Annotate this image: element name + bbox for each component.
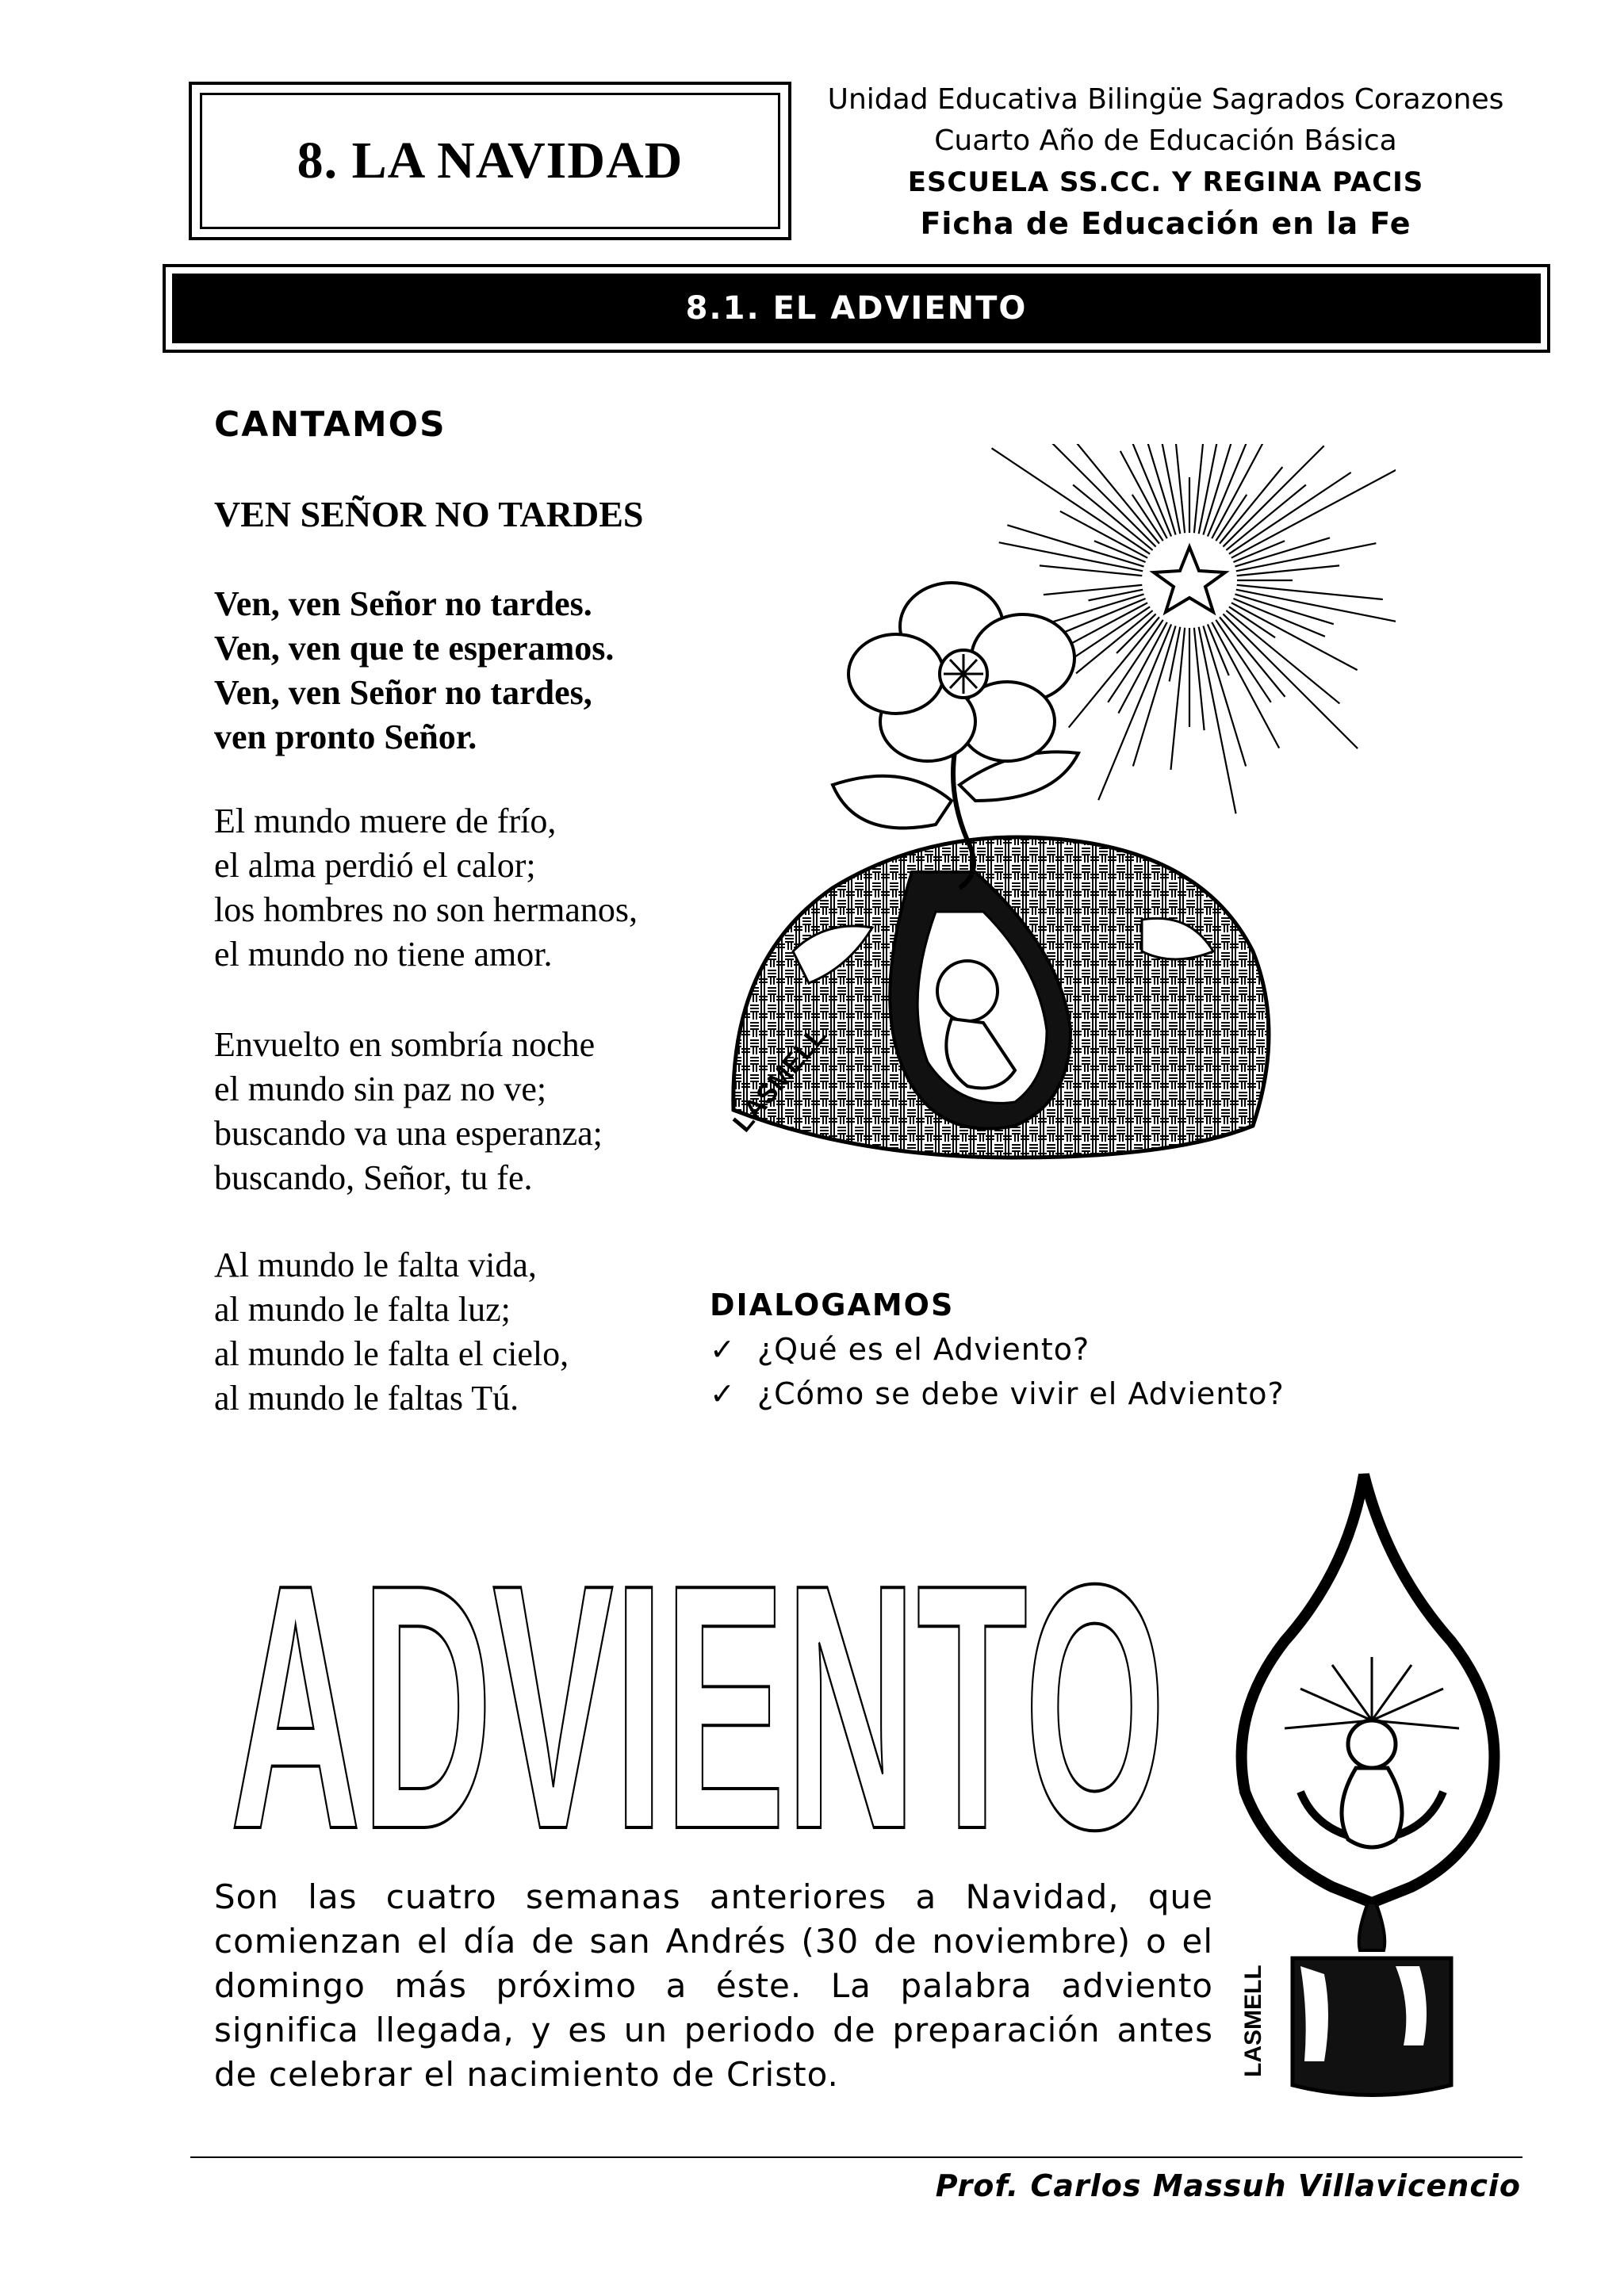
question-text: ¿Cómo se debe vivir el Adviento? (757, 1376, 1285, 1411)
song-line: Al mundo le falta vida, (214, 1246, 537, 1284)
star-ray (1098, 624, 1171, 800)
song-line: Ven, ven que te esperamos. (214, 629, 615, 668)
song-line: los hombres no son hermanos, (214, 890, 638, 929)
song-line: Ven, ven Señor no tardes, (214, 673, 592, 712)
song-line: buscando, Señor, tu fe. (214, 1158, 533, 1197)
song-line: buscando va una esperanza; (214, 1114, 603, 1153)
song-verse-1 (214, 799, 638, 977)
star-ray (1226, 610, 1339, 703)
star-ray (992, 448, 1151, 553)
star-ray (1069, 617, 1159, 727)
title-box (189, 82, 791, 240)
leaf-icon (833, 776, 952, 828)
illustrator-signature: LASMELL (727, 1020, 833, 1138)
star-icon (1154, 547, 1225, 612)
dialog-question (710, 1376, 1285, 1411)
song-verse-3 (214, 1243, 569, 1421)
song-line: el alma perdió el calor; (214, 846, 536, 885)
song-heading: CANTAMOS (214, 404, 446, 445)
big-word: ADVIENTO (230, 1513, 1166, 1847)
star-ray (1098, 444, 1171, 537)
school-info (825, 79, 1507, 244)
star-ray (1088, 590, 1143, 601)
star-ray (1151, 444, 1180, 534)
dialog-heading: DIALOGAMOS (710, 1288, 955, 1322)
song-chorus (214, 582, 614, 760)
song-verse-2 (214, 1023, 603, 1200)
song-line: el mundo no tiene amor. (214, 935, 553, 974)
check-icon: ✓ (710, 1376, 736, 1411)
song-line: al mundo le falta el cielo, (214, 1334, 569, 1373)
worksheet-type: Ficha de Educación en la Fe (920, 206, 1411, 241)
star-ray (1216, 620, 1270, 702)
illustrator-signature: LASMELL (1240, 1965, 1266, 2077)
star-ray (1170, 627, 1181, 682)
star-ray (1116, 614, 1155, 652)
song-title: VEN SEÑOR NO TARDES (214, 494, 644, 534)
candle-flame-illustration (1213, 1459, 1530, 2109)
star-ray (1166, 444, 1185, 533)
star-ray (1236, 543, 1377, 571)
flame-rays (1285, 1657, 1459, 1728)
question-text: ¿Qué es el Adviento? (757, 1332, 1090, 1367)
star-ray (1170, 628, 1185, 770)
song-line: el mundo sin paz no ve; (214, 1070, 547, 1108)
star-ray (1237, 585, 1383, 599)
page-title: 8. LA NAVIDAD (297, 132, 684, 189)
section-title: 8.1. EL ADVIENTO (685, 290, 1028, 327)
star-ray (1069, 444, 1159, 544)
star-ray (1236, 590, 1396, 627)
section-header (163, 264, 1550, 353)
star-flower-globe-illustration (698, 444, 1396, 1237)
check-icon: ✓ (710, 1332, 736, 1367)
song-line: al mundo le falta luz; (214, 1290, 511, 1329)
star-ray (999, 542, 1143, 571)
school-name: Unidad Educativa Bilingüe Sagrados Corazones (827, 83, 1504, 116)
song-line: Envuelto en sombría noche (214, 1025, 596, 1064)
school-subtitle: ESCUELA SS.CC. Y REGINA PACIS (907, 166, 1424, 198)
song-line: El mundo muere de frío, (214, 802, 557, 840)
footer-author: Prof. Carlos Massuh Villavicencio (935, 2168, 1521, 2203)
star-ray (1229, 473, 1351, 554)
adviento-outline-title (214, 1475, 1182, 1847)
song-line: Ven, ven Señor no tardes. (214, 584, 592, 623)
dialog-question (710, 1332, 1090, 1367)
school-grade: Cuarto Año de Educación Básica (934, 124, 1397, 157)
title-box-inner (200, 93, 780, 229)
section-header-fill (172, 274, 1541, 343)
star-ray (1108, 620, 1162, 702)
footer-divider (190, 2156, 1522, 2158)
advent-description: Son las cuatro semanas anteriores a Navidad, que comienzan el día de san Andrés (30 de noviembre) o el domingo más próximo a éste. La palabra adviento significa llegada, y es un periodo de preparación antes de celebrar el nacimiento de Cristo. (214, 1877, 1213, 2094)
song-line: ven pronto Señor. (214, 718, 477, 756)
song-line: al mundo le faltas Tú. (214, 1379, 519, 1418)
flower-icon (848, 583, 1074, 761)
